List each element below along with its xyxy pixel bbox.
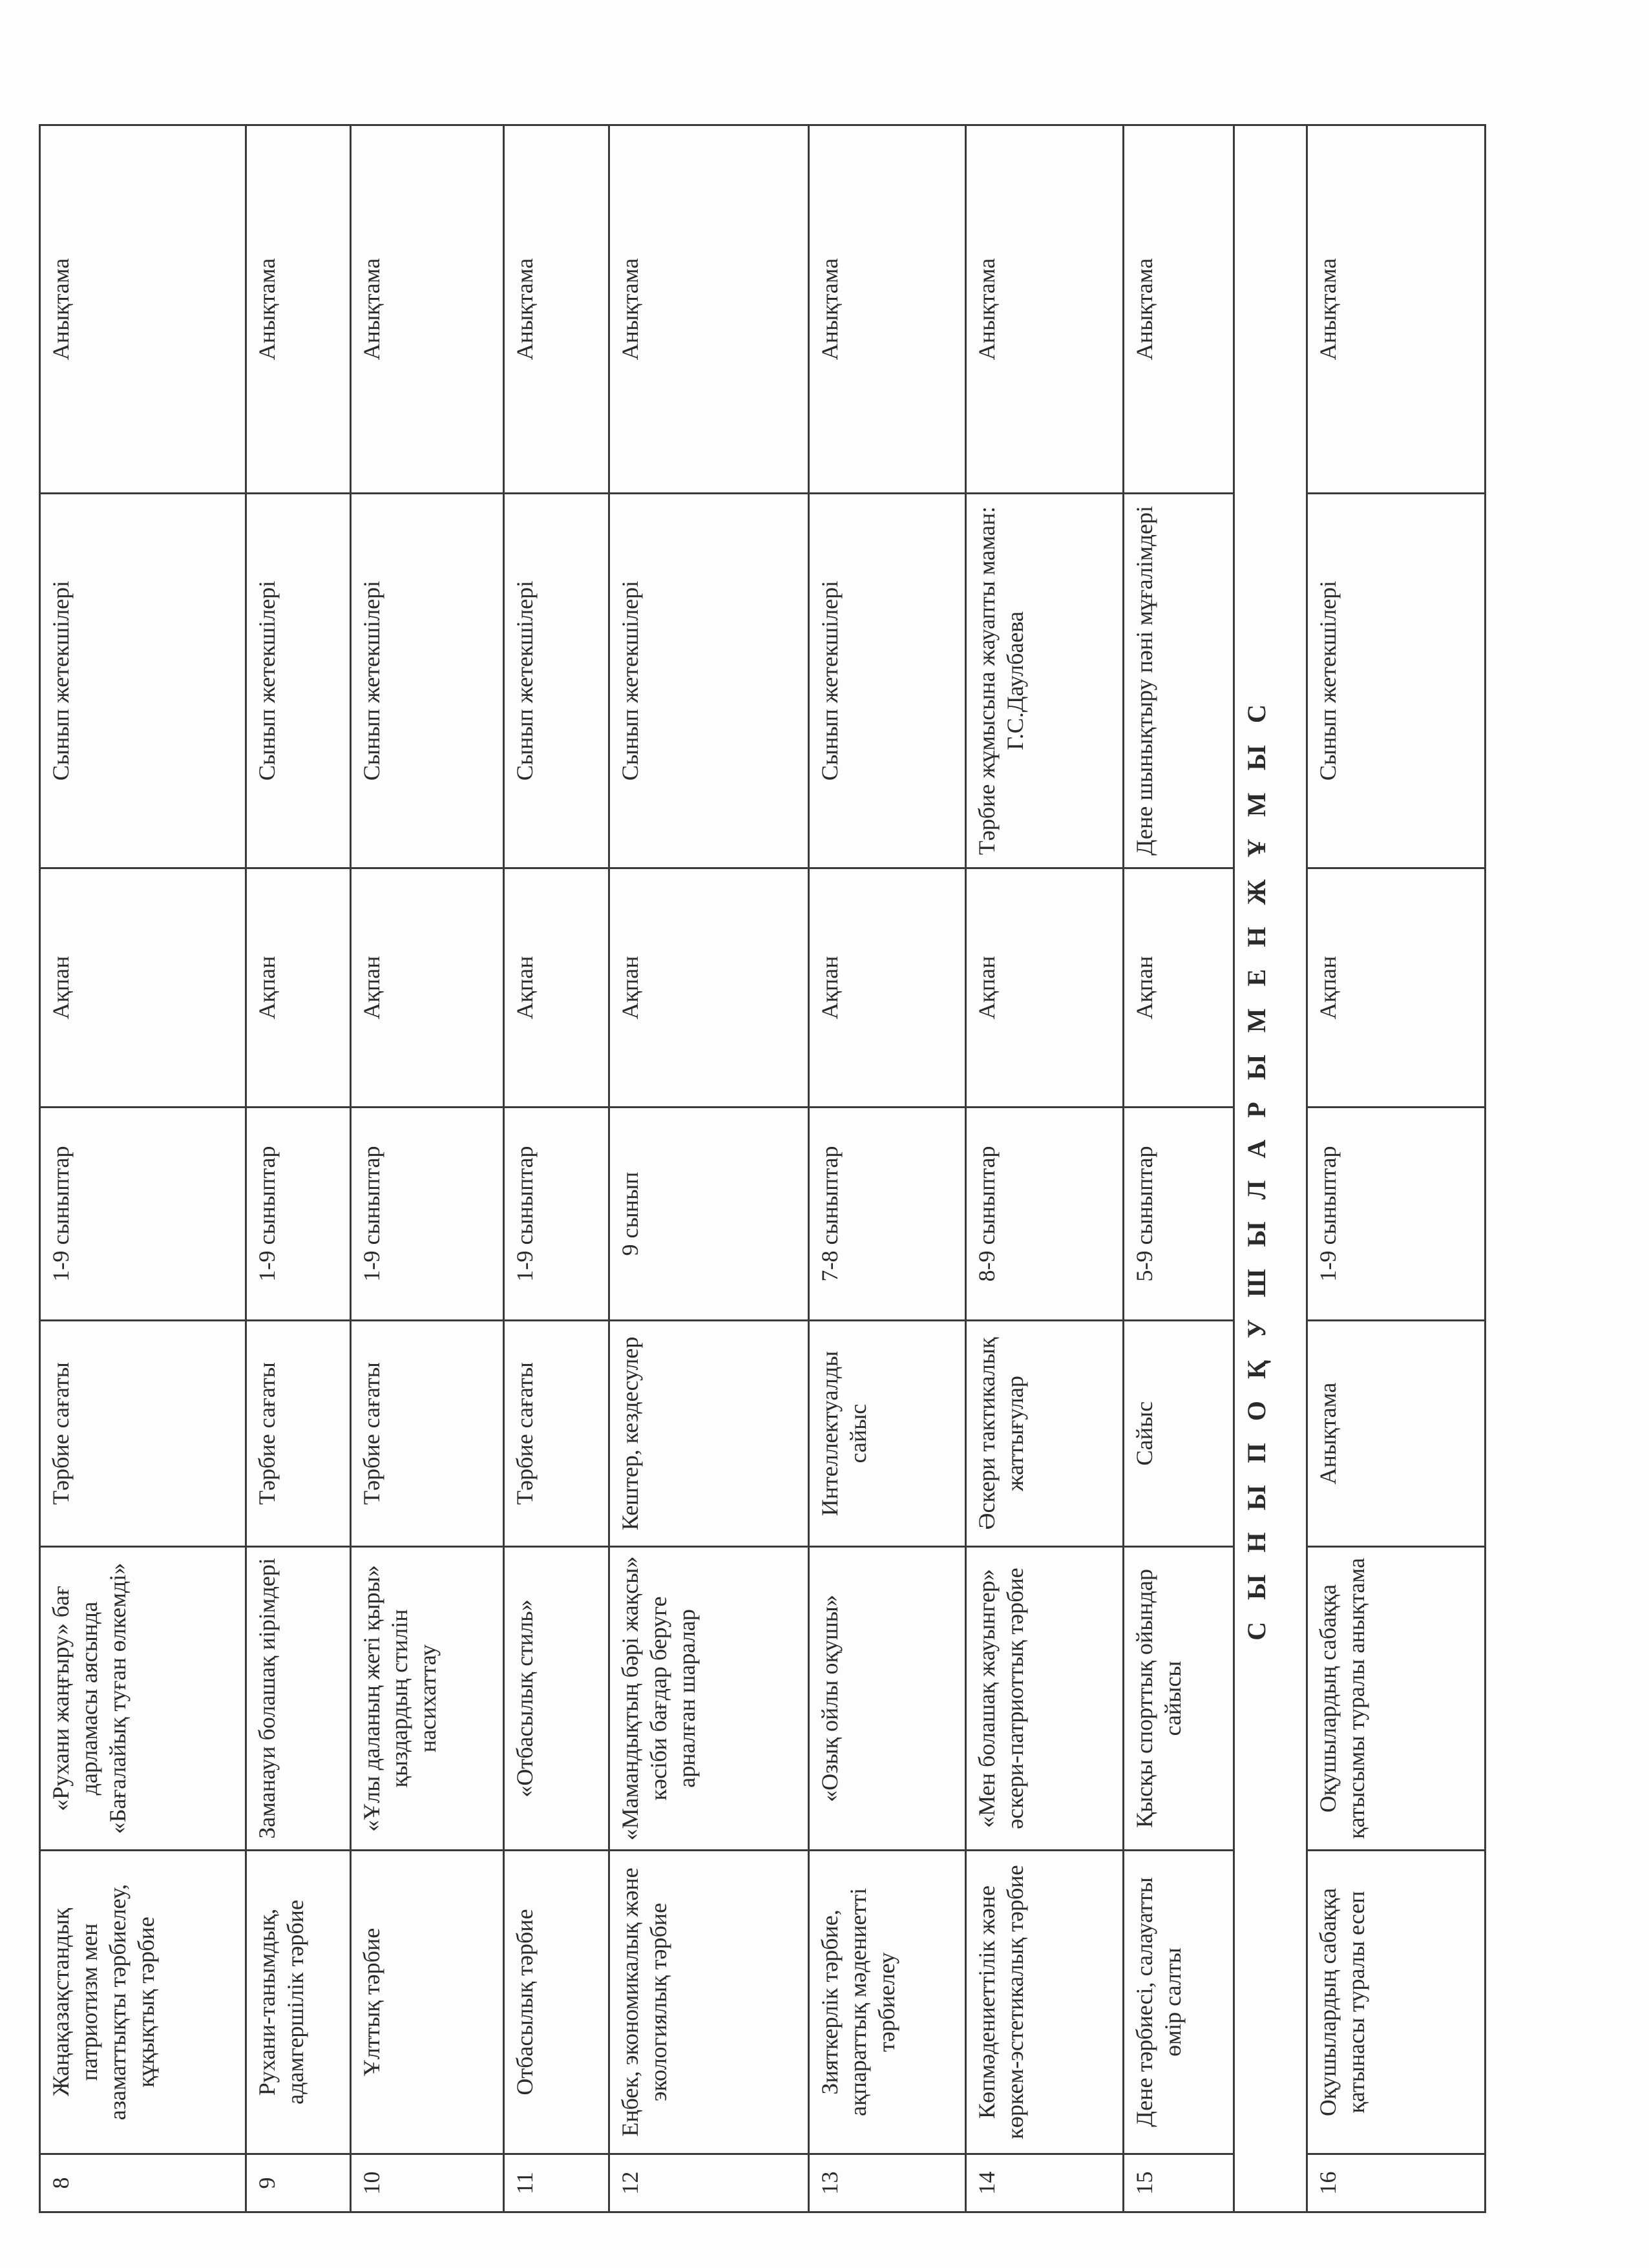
row-number: 16 [1307, 2154, 1485, 2212]
topic-cell: «Мамандықтың бәрі жақсы» кәсіби бағдар беруге арналған шаралар [609, 1547, 809, 1851]
grade-cell: 8-9 сыныптар [966, 1108, 1123, 1321]
table-row [609, 125, 809, 2212]
form-cell: Тәрбие сағаты [40, 1321, 246, 1547]
form-cell: Интеллектуалды сайыс [809, 1321, 966, 1547]
time-cell: Ақпан [1307, 868, 1485, 1108]
table-row [246, 125, 350, 2212]
result-cell: Анықтама [246, 125, 350, 494]
grade-cell: 1-9 сыныптар [350, 1108, 503, 1321]
form-cell: Сайыс [1123, 1321, 1234, 1547]
time-cell: Ақпан [809, 868, 966, 1108]
time-cell: Ақпан [503, 868, 609, 1108]
time-cell: Ақпан [246, 868, 350, 1108]
responsible-cell: Дене шынықтыру пәні мұғалімдері [1123, 494, 1234, 868]
direction-cell: Зияткерлік тәрбие, ақпараттық мәдениетті тәрбиелеу [809, 1851, 966, 2154]
responsible-cell: Сынып жетекшілері [503, 494, 609, 868]
topic-cell: «Отбасылық стиль» [503, 1547, 609, 1851]
direction-cell: Көпмәдениеттілік және көркем-эстетикалық тәрбие [966, 1851, 1123, 2154]
table-row [966, 125, 1123, 2212]
form-cell: Әскери тактикалық жаттығулар [966, 1321, 1123, 1547]
time-cell: Ақпан [40, 868, 246, 1108]
table-row [1307, 125, 1485, 2212]
direction-cell: Дене тәрбиесі, салауатты өмір салты [1123, 1851, 1234, 2154]
time-cell: Ақпан [350, 868, 503, 1108]
form-cell: Тәрбие сағаты [503, 1321, 609, 1547]
row-number: 10 [350, 2154, 503, 2212]
row-number: 14 [966, 2154, 1123, 2212]
grade-cell: 1-9 сыныптар [1307, 1108, 1485, 1321]
grade-cell: 7-8 сыныптар [809, 1108, 966, 1321]
responsible-cell: Сынып жетекшілері [246, 494, 350, 868]
table-row [350, 125, 503, 2212]
table-row [503, 125, 609, 2212]
result-cell: Анықтама [503, 125, 609, 494]
grade-cell: 9 сынып [609, 1108, 809, 1321]
work-plan-table [39, 124, 1486, 2213]
topic-cell: «Мен болашақ жауынгер» әскери-патриоттық тәрбие [966, 1547, 1123, 1851]
grade-cell: 5-9 сыныптар [1123, 1108, 1234, 1321]
rotated-table-wrapper [39, 126, 1486, 2213]
row-number: 12 [609, 2154, 809, 2212]
result-cell: Анықтама [966, 125, 1123, 494]
topic-cell: «Рухани жаңғыру» бағ дарламасы аясында «Бағалайық туған өлкемді» [40, 1547, 246, 1851]
topic-cell: «Ұлы даланың жеті қыры» қыздардың стилін насихаттау [350, 1547, 503, 1851]
responsible-cell: Тәрбие жұмысына жауапты маман: Г.С.Даулбаева [966, 494, 1123, 868]
time-cell: Ақпан [609, 868, 809, 1108]
form-cell: Тәрбие сағаты [246, 1321, 350, 1547]
topic-cell: Қысқы спорттық ойындар сайысы [1123, 1547, 1234, 1851]
row-number: 15 [1123, 2154, 1234, 2212]
result-cell: Анықтама [609, 125, 809, 494]
topic-cell: Оқушылардың сабаққа қатысымы туралы анықтама [1307, 1547, 1485, 1851]
responsible-cell: Сынып жетекшілері [350, 494, 503, 868]
row-number: 11 [503, 2154, 609, 2212]
direction-cell: Отбасылық тәрбие [503, 1851, 609, 2154]
responsible-cell: Сынып жетекшілері [40, 494, 246, 868]
section-header-row [1234, 125, 1307, 2212]
result-cell: Анықтама [809, 125, 966, 494]
responsible-cell: Сынып жетекшілері [609, 494, 809, 868]
direction-cell: Оқушылардың сабаққа қатынасы туралы есеп [1307, 1851, 1485, 2154]
result-cell: Анықтама [350, 125, 503, 494]
row-number: 9 [246, 2154, 350, 2212]
table-row [809, 125, 966, 2212]
grade-cell: 1-9 сыныптар [503, 1108, 609, 1321]
row-number: 13 [809, 2154, 966, 2212]
direction-cell: Ұлттық тәрбие [350, 1851, 503, 2154]
direction-cell: Еңбек, экономикалық және экологиялық тәрбие [609, 1851, 809, 2154]
time-cell: Ақпан [966, 868, 1123, 1108]
grade-cell: 1-9 сыныптар [246, 1108, 350, 1321]
topic-cell: «Озық ойлы оқушы» [809, 1547, 966, 1851]
form-cell: Анықтама [1307, 1321, 1485, 1547]
direction-cell: Рухани-танымдық, адамгершілік тәрбие [246, 1851, 350, 2154]
result-cell: Анықтама [1307, 125, 1485, 494]
responsible-cell: Сынып жетекшілері [809, 494, 966, 868]
direction-cell: Жаңақазақстандық патриотизм мен азаматтықты тәрбиелеу, құқықтық тәрбие [40, 1851, 246, 2154]
table-row [1123, 125, 1234, 2212]
time-cell: Ақпан [1123, 868, 1234, 1108]
result-cell: Анықтама [1123, 125, 1234, 494]
row-number: 8 [40, 2154, 246, 2212]
form-cell: Кештер, кездесулер [609, 1321, 809, 1547]
responsible-cell: Сынып жетекшілері [1307, 494, 1485, 868]
result-cell: Анықтама [40, 125, 246, 494]
topic-cell: Заманауи болашақ иірімдері [246, 1547, 350, 1851]
section-title: С Ы Н Ы П О Қ У Ш Ы Л А Р Ы М Е Н Ж Ұ М Ы С [1234, 125, 1307, 2212]
form-cell: Тәрбие сағаты [350, 1321, 503, 1547]
table-row [40, 125, 246, 2212]
grade-cell: 1-9 сыныптар [40, 1108, 246, 1321]
